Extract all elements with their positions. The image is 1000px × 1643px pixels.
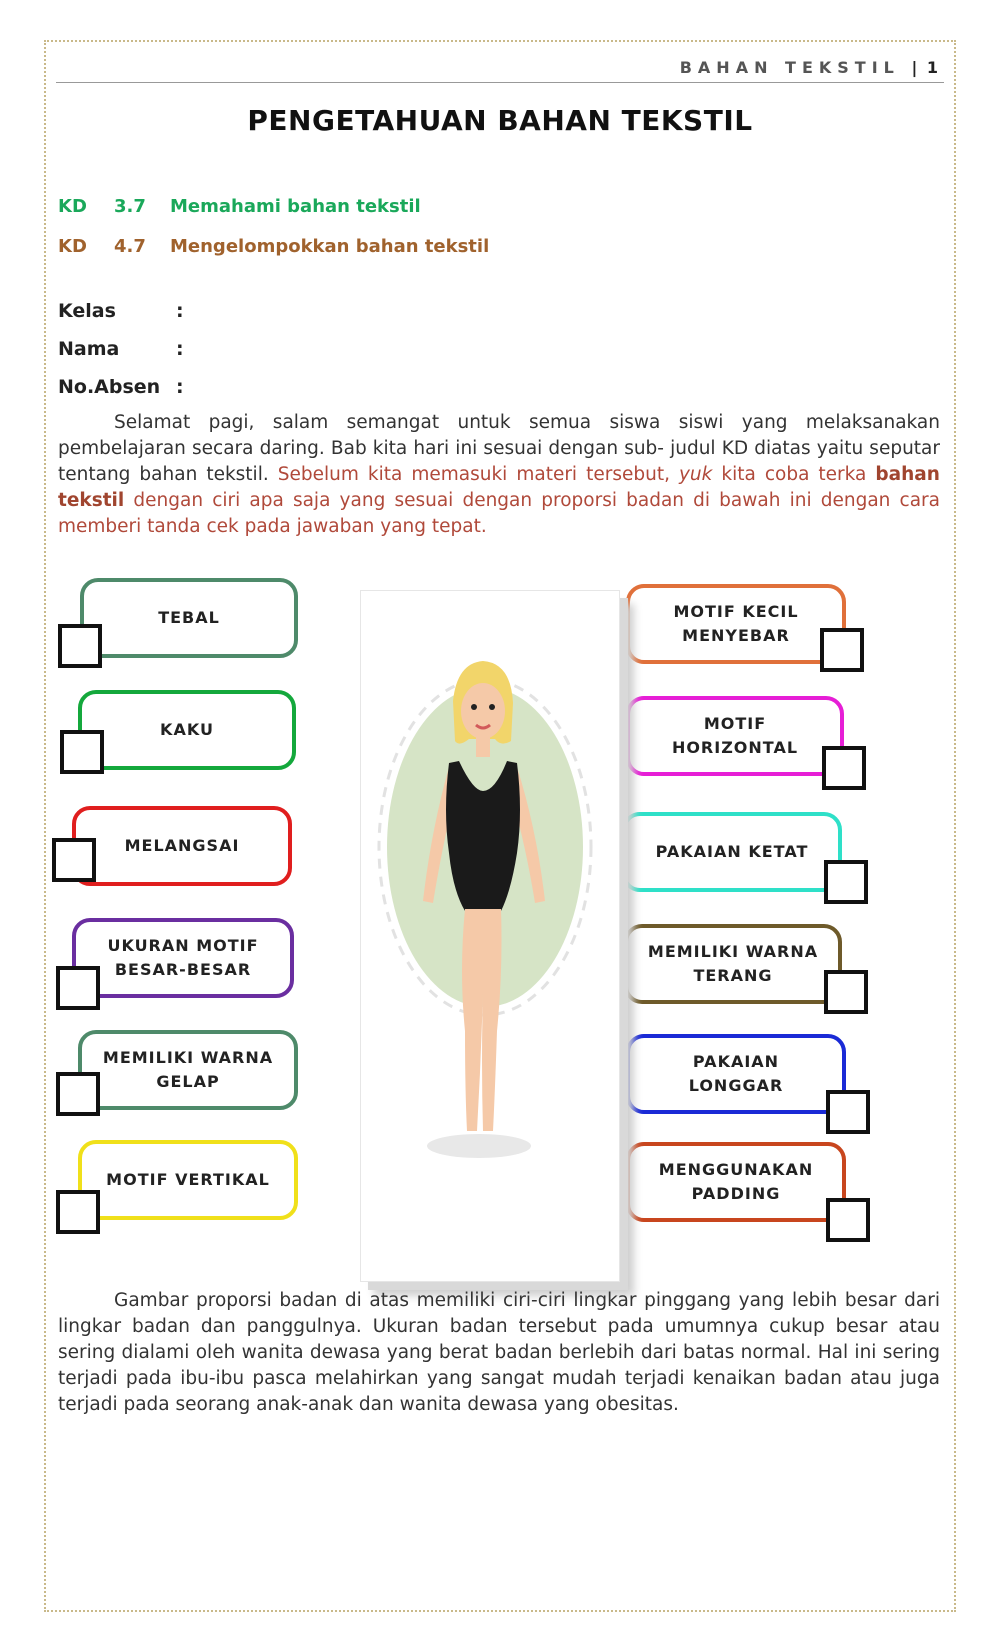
left-option-checkbox[interactable] — [58, 624, 102, 668]
left-option-checkbox[interactable] — [56, 966, 100, 1010]
option-label: MOTIF VERTIKAL — [106, 1170, 270, 1189]
field-colon: : — [176, 300, 184, 322]
right-option-box — [626, 1142, 846, 1222]
intro-text-brown: kita coba terka — [721, 464, 867, 485]
kd-label: KD — [58, 196, 87, 217]
right-option-box — [626, 1034, 846, 1114]
running-title: BAHAN TEKSTIL — [679, 58, 900, 77]
option-label: MEMILIKI WARNA GELAP — [102, 1048, 274, 1091]
left-option-box — [78, 690, 296, 770]
header-rule — [56, 82, 944, 83]
left-option-checkbox[interactable] — [56, 1190, 100, 1234]
intro-text-italic: yuk — [678, 464, 713, 485]
page-title: PENGETAHUAN BAHAN TEKSTIL — [247, 104, 753, 137]
field-label: Kelas — [58, 300, 116, 322]
intro-text-brown: Sebelum kita memasuki materi tersebut, — [277, 464, 670, 485]
right-option-box — [624, 924, 842, 1004]
intro-text-brown: dengan ciri apa saja yang sesuai dengan proporsi badan di bawah ini dengan cara memberi tanda cek pada jawaban yang tepat. — [58, 490, 940, 537]
option-label: MELANGSAI — [124, 836, 240, 855]
left-option-box — [80, 578, 298, 658]
kd-code: 4.7 — [114, 236, 146, 257]
option-label: TEBAL — [158, 608, 220, 627]
header-separator: | — [911, 58, 920, 77]
right-option-checkbox[interactable] — [826, 1090, 870, 1134]
option-label: PAKAIAN KETAT — [655, 842, 809, 861]
intro-text: Selamat pagi, salam semangat untuk semua siswa siswi yang melaksanakan pembelajaran secara daring. Bab kita hari ini sesuai dengan sub- judul KD diatas yaitu seputar tentang bahan tekstil. — [58, 412, 940, 485]
field-colon: : — [176, 338, 184, 360]
right-option-checkbox[interactable] — [820, 628, 864, 672]
field-kelas — [58, 300, 184, 322]
left-option-box — [72, 806, 292, 886]
right-option-checkbox[interactable] — [822, 746, 866, 790]
closing-paragraph: Gambar proporsi badan di atas memiliki ciri-ciri lingkar pinggang yang lebih besar dari lingkar badan dan panggulnya. Ukuran badan tersebut pada umumnya cukup besar atau sering dialami oleh wanita dewasa yang berat badan berlebih dari batas normal. Hal ini sering terjadi pada ibu-ibu pasca melahirkan yang sangat mudah terjadi kenaikan badan atau juga terjadi pada seorang anak-anak dan wanita dewasa yang obesitas. — [58, 1290, 940, 1415]
option-label: MOTIF KECIL MENYEBAR — [673, 602, 799, 645]
option-label: MOTIF HORIZONTAL — [671, 714, 799, 757]
left-option-checkbox[interactable] — [52, 838, 96, 882]
option-label: KAKU — [160, 720, 214, 739]
option-label: PAKAIAN LONGGAR — [688, 1052, 784, 1095]
option-label: MENGGUNAKAN PADDING — [658, 1160, 814, 1203]
field-no-absen — [58, 376, 184, 398]
field-colon: : — [176, 376, 184, 398]
intro-text-bold: bahan tekstil — [58, 464, 940, 511]
right-option-checkbox[interactable] — [824, 860, 868, 904]
field-label: Nama — [58, 338, 120, 360]
left-option-box — [78, 1140, 298, 1220]
left-option-box — [78, 1030, 298, 1110]
field-nama — [58, 338, 184, 360]
kd-code: 3.7 — [114, 196, 146, 217]
option-label: MEMILIKI WARNA TERANG — [647, 942, 819, 985]
body-shape-illustration — [361, 591, 619, 1281]
option-label: UKURAN MOTIF BESAR-BESAR — [107, 936, 259, 979]
kd-text: Mengelompokkan bahan tekstil — [170, 236, 490, 257]
body-shape-figure-card — [360, 590, 620, 1282]
kd-label: KD — [58, 236, 87, 257]
right-option-box — [626, 696, 844, 776]
running-header — [680, 58, 940, 77]
kd-text: Memahami bahan tekstil — [170, 196, 421, 217]
right-option-checkbox[interactable] — [824, 970, 868, 1014]
field-label: No.Absen — [58, 376, 161, 398]
right-option-box — [622, 812, 842, 892]
left-option-checkbox[interactable] — [56, 1072, 100, 1116]
left-option-box — [72, 918, 294, 998]
left-option-checkbox[interactable] — [60, 730, 104, 774]
page-number: 1 — [926, 58, 940, 77]
right-option-box — [626, 584, 846, 664]
right-option-checkbox[interactable] — [826, 1198, 870, 1242]
intro-paragraph — [58, 410, 940, 540]
